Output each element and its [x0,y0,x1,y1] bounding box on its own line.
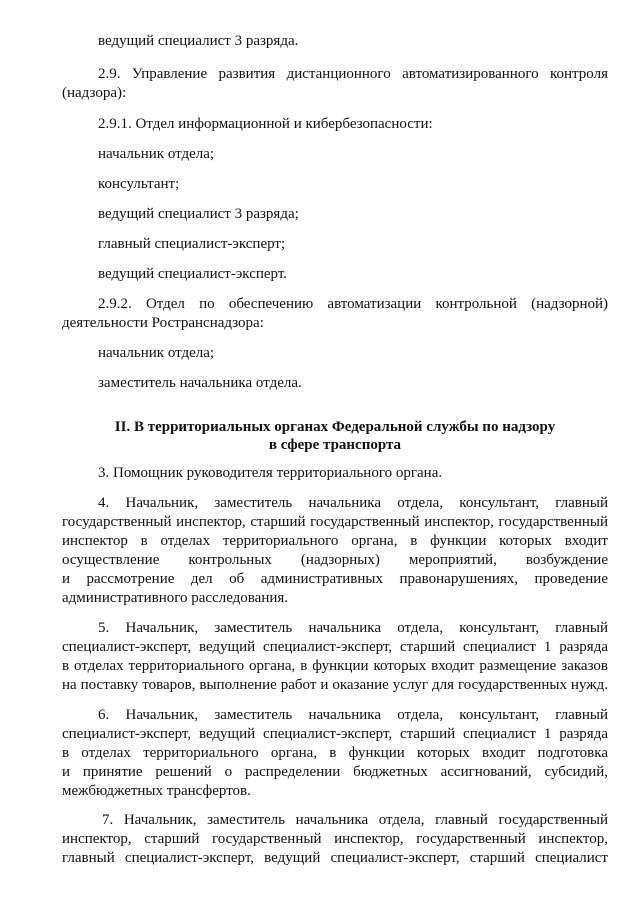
section-2-9-title: 2.9. Управление развития дистанционного автоматизированного контроля [98,66,608,82]
position-item: начальник отдела; [98,146,215,162]
item-6-line: в отделах территориального органа, в функции которых входит подготовка [62,745,608,761]
subsection-2-9-2-title: 2.9.2. Отдел по обеспечению автоматизации контрольной (надзорной) [98,296,608,312]
item-6-line: 6. Начальник, заместитель начальника отдела, консультант, главный [98,707,608,723]
position-item: ведущий специалист 3 разряда; [98,206,299,222]
text-line: деятельности Ространснадзора: [62,315,264,331]
position-item: заместитель начальника отдела. [98,375,302,391]
section-heading-line-2: в сфере транспорта [268,437,402,453]
position-item: начальник отдела; [98,345,215,361]
position-item: ведущий специалист-эксперт. [98,266,288,282]
item-7-line: инспектор, старший государственный инспектор, государственный инспектор, [62,831,608,847]
item-5-line: на поставку товаров, выполнение работ и оказание услуг для государственных нужд. [62,677,608,693]
item-4-line: административного расследования. [62,590,289,606]
subsection-2-9-1-title: 2.9.1. Отдел информационной и кибербезопасности: [98,116,433,132]
section-heading-line-1: II. В территориальных органах Федеральной службы по надзору [114,419,556,435]
text-line: ведущий специалист 3 разряда. [98,33,299,49]
item-5-line: 5. Начальник, заместитель начальника отдела, консультант, главный [98,620,608,636]
item-4-line: осуществление контрольных (надзорных) мероприятий, возбуждение [62,552,608,568]
item-5-line: специалист-эксперт, ведущий специалист-эксперт, старший специалист 1 разряда [62,639,608,655]
item-7-line: 7. Начальник, заместитель начальника отдела, главный государственный [102,812,608,828]
item-4-line: государственный инспектор, старший государственный инспектор, государственный [62,514,608,530]
text-line: (надзора): [62,85,127,101]
position-item: главный специалист-эксперт; [98,236,286,252]
item-4-line: и рассмотрение дел об административных правонарушениях, проведение [62,571,608,587]
item-4-line: 4. Начальник, заместитель начальника отдела, консультант, главный [98,495,608,511]
position-item: консультант; [98,176,180,192]
item-3: 3. Помощник руководителя территориального органа. [98,465,443,481]
item-6-line: и принятие решений о распределении бюджетных ассигнований, субсидий, [62,764,608,780]
item-5-line: в отделах территориального органа, в функции которых входит размещение заказов [62,658,608,674]
item-7-line: главный специалист-эксперт, ведущий специалист-эксперт, старший специалист [62,850,608,866]
item-6-line: межбюджетных трансфертов. [62,783,251,799]
item-4-line: инспектор в отделах территориального органа, в функции которых входит [62,533,608,549]
item-6-line: специалист-эксперт, ведущий специалист-эксперт, старший специалист 1 разряда [62,726,608,742]
